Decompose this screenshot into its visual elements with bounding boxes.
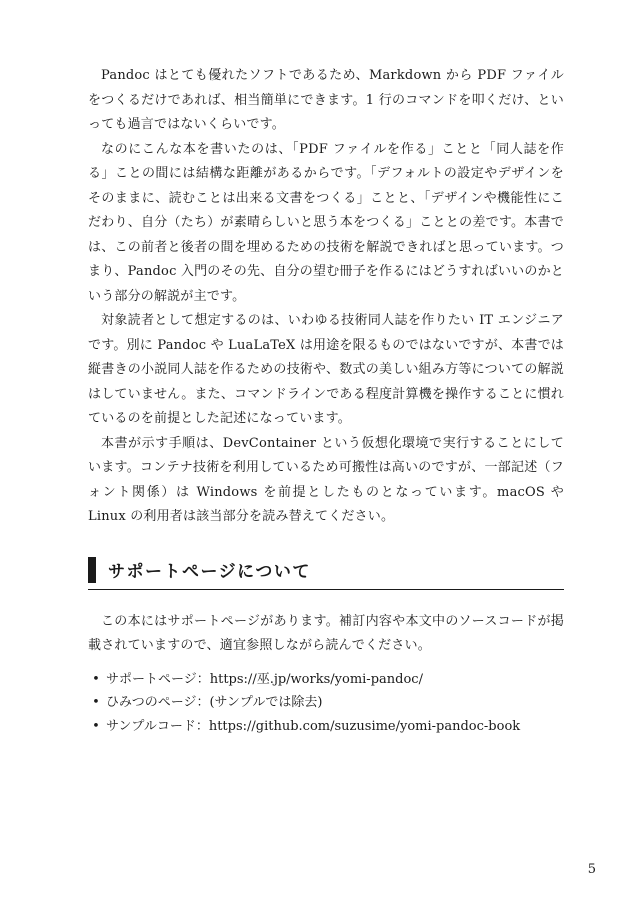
- support-page-link[interactable]: サポートページ：https://巫.jp/works/yomi-pandoc/: [106, 671, 423, 687]
- intro-paragraph-2: なのにこんな本を書いたのは、「PDF ファイルを作る」ことと「同人誌を作る」ことの間には結構な距離があるからです。「デフォルトの設定やデザインをそのままに、読むことは出来る文書をつくる」ことと、「デザインや機能性にこだわり、自分（たち）が素晴らしいと思う本をつくる」こととの差です。本書では、この前者と後者の間を埋めるための技術を解説できればと思っています。つまり、Pandoc 入門のその先、自分の望む冊子を作るにはどうすればいいのかという部分の解説が主です。: [88, 141, 564, 304]
- list-item-secret-page: [88, 691, 564, 715]
- section-heading: [88, 557, 564, 590]
- intro-paragraph-4: 本書が示す手順は、DevContainer という仮想化環境で実行することにしています。コンテナ技術を利用しているため可搬性は高いのですが、一部記述（フォント関係）は Windows を前提としたものとなっています。macOS や Linux の利用者は該当部分を読み替えてください。: [88, 435, 564, 524]
- support-paragraph: この本にはサポートページがあります。補訂内容や本文中のソースコードが掲載されていますので、適宜参照しながら読んでください。: [88, 613, 564, 653]
- secret-page-text: ひみつのページ：(サンプルでは除去): [106, 695, 323, 710]
- intro-paragraph-3: 対象読者として想定するのは、いわゆる技術同人誌を作りたい IT エンジニアです。別に Pandoc や LuaLaTeX は用途を限るものではないですが、本書では縦書きの小説同人誌を作るための技術や、数式の美しい組み方等についての解説はしていません。また、コマンドラインである程度計算機を操作することに慣れているのを前提とした記述になっています。: [88, 313, 564, 426]
- list-item-support-page: [88, 668, 564, 692]
- heading-marker-bar: [88, 557, 96, 583]
- bullet-icon: •: [92, 671, 100, 687]
- sample-code-link[interactable]: サンプルコード：https://github.com/suzusime/yomi-pandoc-book: [106, 718, 521, 734]
- page-content: [88, 64, 564, 738]
- intro-paragraph-1: Pandoc はとても優れたソフトであるため、Markdown から PDF ファイルをつくるだけであれば、相当簡単にできます。1 行のコマンドを叩くだけ、といっても過言ではないくらいです。: [88, 68, 564, 132]
- page-number: 5: [587, 862, 596, 877]
- section-title: サポートページについて: [108, 562, 311, 582]
- bullet-icon: •: [92, 718, 100, 734]
- list-item-sample-code: [88, 715, 564, 739]
- support-link-list: [88, 668, 564, 739]
- bullet-icon: •: [92, 695, 100, 710]
